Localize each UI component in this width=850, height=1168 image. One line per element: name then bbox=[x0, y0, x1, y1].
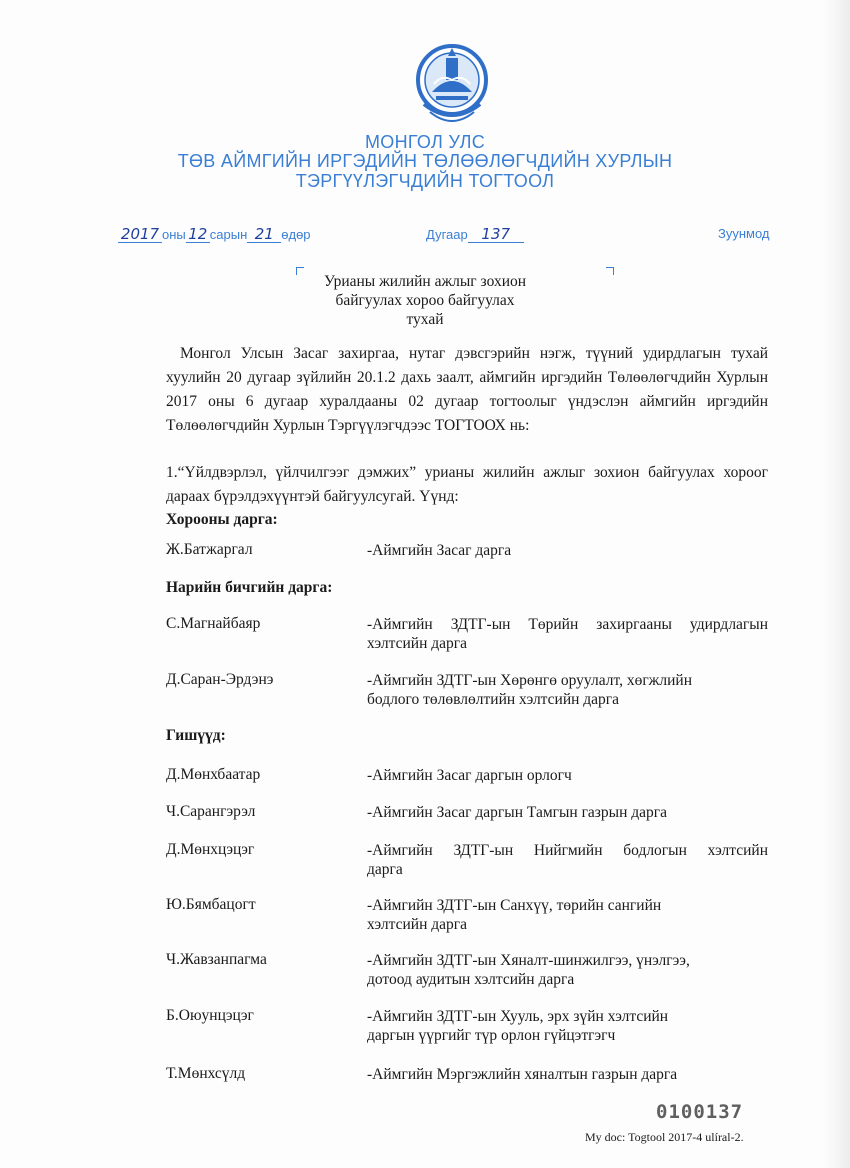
date-year: 2017 bbox=[118, 226, 162, 243]
member-name: С.Магнайбаяр bbox=[166, 615, 261, 632]
body-paragraph-2-text: 1.“Үйлдвэрлэл, үйлчилгээг дэмжих” урианы жилийн ажлыг зохион байгуулах хороог дараах бүрэлдэхүүнтэй байгуулсугай. Үүнд: bbox=[166, 464, 768, 505]
member-position bbox=[367, 841, 768, 879]
member-position-line-2: бодлого төлөвлөлтийн хэлтсийн дарга bbox=[367, 691, 620, 708]
date-day: 21 bbox=[247, 226, 281, 243]
subject-line-2: байгуулах хороо байгуулах bbox=[335, 292, 515, 309]
subject-line-1: Урианы жилийн ажлыг зохион bbox=[323, 273, 527, 290]
member-position-line-1: -Аймгийн ЗДТГ-ын Нийгмийн бодлогын хэлтсийн bbox=[367, 842, 768, 859]
secretary-heading: Нарийн бичгийн дарга: bbox=[166, 579, 333, 596]
member-position-line-2: хэлтсийн дарга bbox=[367, 635, 468, 652]
chair-heading: Хорооны дарга: bbox=[166, 511, 278, 528]
member-position-line-1: -Аймгийн Засаг даргын орлогч bbox=[367, 767, 572, 784]
header-country: МОНГОЛ УЛС bbox=[365, 132, 485, 152]
member-position-line-1: -Аймгийн ЗДТГ-ын Хууль, эрх зүйн хэлтсийн bbox=[367, 1008, 669, 1025]
member-name: Ч.Жавзанпагма bbox=[166, 951, 267, 968]
header-institution: ТӨВ АЙМГИЙН ИРГЭДИЙН ТӨЛӨӨЛӨГЧДИЙН ХУРЛЫН bbox=[177, 151, 673, 171]
date-year-label: оны bbox=[162, 227, 186, 242]
number-line bbox=[426, 226, 524, 243]
member-position bbox=[367, 615, 768, 653]
member-position-line-1: -Аймгийн ЗДТГ-ын Хөрөнгө оруулалт, хөгжлийн bbox=[367, 672, 693, 689]
members-heading: Гишүүд: bbox=[166, 727, 226, 744]
member-position bbox=[367, 1007, 768, 1045]
member-position bbox=[367, 803, 768, 822]
date-month: 12 bbox=[186, 226, 210, 243]
member-position bbox=[367, 671, 768, 709]
date-line bbox=[118, 226, 311, 243]
member-name: Ч.Сарангэрэл bbox=[166, 803, 256, 820]
member-position bbox=[367, 896, 768, 934]
member-position-line-2: дотоод аудитын хэлтсийн дарга bbox=[367, 971, 575, 988]
member-name: Ж.Батжаргал bbox=[166, 541, 253, 558]
document-subject bbox=[0, 272, 850, 329]
member-name: Д.Саран-Эрдэнэ bbox=[166, 671, 274, 688]
header-document-type: ТЭРГҮҮЛЭГЧДИЙН ТОГТООЛ bbox=[295, 171, 555, 191]
member-name: Д.Мөнхбаатар bbox=[166, 766, 261, 783]
member-position-line-2: хэлтсийн дарга bbox=[367, 916, 468, 933]
body-paragraph-1 bbox=[166, 342, 768, 438]
member-position-line-1: -Аймгийн ЗДТГ-ын Төрийн захиргааны удирдлагын bbox=[367, 616, 768, 633]
body-paragraph-2 bbox=[166, 461, 768, 509]
state-emblem-icon bbox=[412, 40, 492, 132]
member-position bbox=[367, 766, 768, 785]
member-position-line-1: -Аймгийн ЗДТГ-ын Санхүү, төрийн сангийн bbox=[367, 897, 662, 914]
member-position bbox=[367, 951, 768, 989]
member-name: Б.Оюунцэцэг bbox=[166, 1007, 254, 1024]
place-name: Зуунмод bbox=[718, 226, 770, 241]
body-paragraph-1-text: Монгол Улсын Засаг захиргаа, нутаг дэвсгэрийн нэгж, түүний удирдлагын тухай хуулийн 20 дугаар зүйлийн 20.1.2 дахь заалт, аймгийн иргэдийн Төлөөлөгчдийн Хурлын 2017 оны 6 дугаар хуралдааны 02 дугаар тогтоолыг үндэслэн аймгийн иргэдийн Төлөөлөгчдийн Хурлын Тэргүүлэгчдээс ТОГТООХ нь: bbox=[166, 345, 768, 434]
date-month-label: сарын bbox=[209, 227, 248, 242]
subject-line-3: тухай bbox=[406, 311, 444, 328]
member-position-line-2: дарга bbox=[367, 861, 403, 878]
member-position bbox=[367, 1065, 768, 1084]
member-position-line-1: -Аймгийн ЗДТГ-ын Хяналт-шинжилгээ, үнэлгээ, bbox=[367, 952, 690, 969]
number-label: Дугаар bbox=[426, 227, 468, 242]
document-footer: My doc: Togtool 2017-4 ulíral-2. bbox=[585, 1130, 744, 1144]
date-day-label: өдөр bbox=[281, 227, 311, 242]
member-name: Ю.Бямбацогт bbox=[166, 896, 256, 913]
member-name: Д.Мөнхцэцэг bbox=[166, 841, 255, 858]
member-name: Т.Мөнхсүлд bbox=[166, 1065, 246, 1082]
member-position-line-2: даргын үүргийг түр орлон гүйцэтгэгч bbox=[367, 1027, 616, 1044]
stamp-number: 0100137 bbox=[656, 1101, 744, 1123]
member-position: -Аймгийн Засаг дарга bbox=[367, 542, 512, 559]
member-position-line-1: -Аймгийн Засаг даргын Тамгын газрын дарга bbox=[367, 804, 668, 821]
document-number: 137 bbox=[468, 226, 524, 243]
member-position-line-1: -Аймгийн Мэргэжлийн хяналтын газрын дарга bbox=[367, 1066, 678, 1083]
